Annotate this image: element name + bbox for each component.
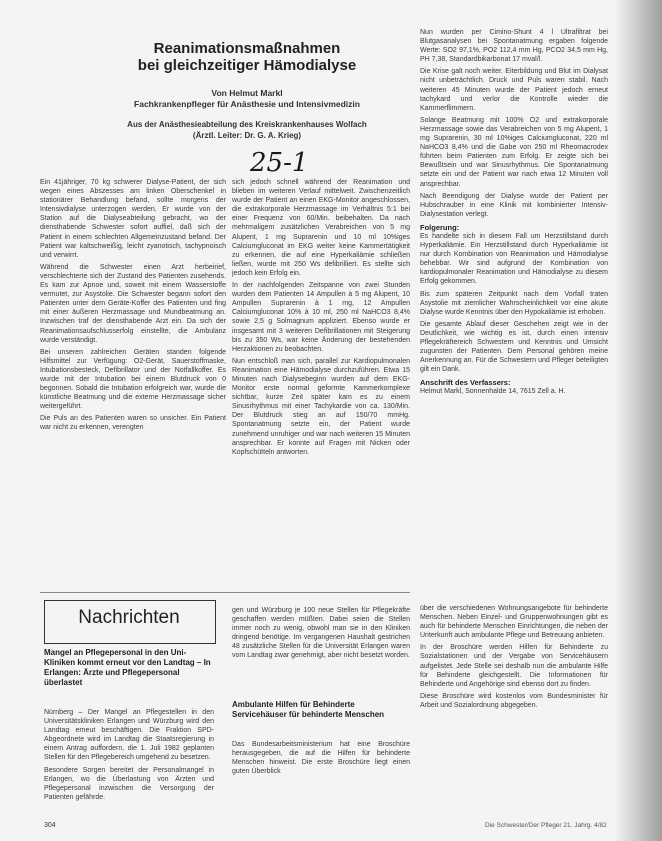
article-title-line2: bei gleichzeitiger Hämodialyse — [137, 57, 357, 74]
page-binding-shadow — [614, 0, 662, 841]
page-footer: Die Schwester/Der Pfleger 21. Jahrg. 4/82 — [485, 822, 607, 829]
paragraph: sich jedoch schnell während der Reanimation und blieben im weiteren Verlauf mittelweit. Zwischenzeitlich wurde der Patient an einen EKG-Monitor angeschlossen, die extrakorporale Herzmassage im Verhältnis 5:1 bei einer Frequenz von 60/Min. beibehalten. Da nach mehrmaligem zusätzlichen Verabreichen von 5 mg Alupent, 1 mg Suprarenin und 10 ml 10%iges Calciumgluconat im EKG weiter keine Kammertätigkeit zu erkennen, die auf eine Hyperkaliämie schließen ließen, wurde mit 250 Ws defibrilliert. Es stellte sich jedoch kein Erfolg ein. — [232, 179, 410, 277]
news-column-2 — [232, 606, 410, 696]
author-address: Helmut Markl, Sonnenhalde 14, 7615 Zell a. H. — [420, 388, 566, 396]
paragraph: Die Krise galt noch weiter. Eiterbildung und Blut im Dialysat nicht unbeträchtlich. Druck und Puls waren stabil. Nach weiteren 45 Minuten wurde der Patient jedoch erneut tachykard und verlor die Kontrolle wieder die Kammerflimmern. — [420, 68, 608, 112]
article-institution: Aus der Anästhesieabteilung des Kreiskrankenhauses Wolfach — [127, 120, 367, 129]
news-section-title: Nachrichten — [78, 607, 180, 628]
article-author-role: Fachkrankenpfleger für Anästhesie und Intensivmedizin — [134, 99, 360, 109]
paragraph: Diese Broschüre wird kostenlos vom Bundesminister für Arbeit und Sozialordnung abgegeben. — [420, 692, 608, 709]
paragraph: Nach Beendigung der Dialyse wurde der Patient per Hubschrauber in eine Klinik mit kombinierter Intensiv-Dialysestation verlegt. — [420, 192, 608, 218]
paragraph: Es handelte sich in diesem Fall um Herzstillstand durch Hyperkaliämie. Ein Herzstillstand durch Hyperkaliämie ist nur durch Kombination von Reanimation und Hämodialyse behebbar. Wir sind aufgrund der Kombination von kardiopulmonaler Reanimation und Hämodialyse zu diesem Erfolg gekommen. — [420, 232, 608, 286]
article-title-line1: Reanimationsmaßnahmen — [153, 40, 341, 57]
section-divider — [40, 592, 410, 593]
paragraph: Nun wurden per Cimino-Shunt 4 l Ultrafiltrat bei Blutgasanalysen bei Spontanatmung ergaben folgende Werte: SO2 97,1%, PO2 112,4 mm Hg, PCO2 34,5 mm Hg, PH 7,38, Standardbikarbonat 17 mval/l. — [420, 29, 608, 64]
paragraph: In der nachfolgenden Zeitspanne von zwei Stunden wurden dem Patienten 14 Ampullen à 5 mg Alupent, 10 Ampullen Suprarenin à 1 mg, 12 Ampullen Calciumgluconat 10% à 10 ml, 250 ml NaHCO3 8,4% sowie 2,5 g Solmagnum appliziert. Ebenso wurde er insgesamt mit 3 weiteren Defibrillationen mit Steigerung bis zu 350 Ws, war keine Änderung der bestehenden Herzaktionen zu beobachten. — [232, 282, 410, 353]
paragraph: Nürnberg – Der Mangel an Pflegestellen in den Universitätskliniken Erlangen und Würzburg wird den Landtag erneut beschäftigen. Die Fraktion SPD-Abgeordnete wird im Landtag die Staatsregierung in einem Antrag auffordern, die 1. Juli 1982 geplanten Stellen für den Pflegebereich umgehend zu besetzen. — [44, 709, 214, 762]
news-column-2b — [232, 740, 410, 820]
paragraph: über die verschiedenen Wohnungsangebote für behinderte Menschen. Neben Einzel- und Gruppenwohnungen gibt es auch für behinderte Menschen Einrichtungen, die neben der Unterkunft auch ambulante Pflege und Betreuung anbieten. — [420, 605, 608, 640]
article-column-3 — [420, 28, 608, 568]
article-institution-head: (Ärztl. Leiter: Dr. G. A. Krieg) — [192, 131, 302, 140]
handwritten-note: 25-1 — [250, 148, 309, 178]
news-headline-1: Mangel an Pflegepersonal in den Uni-Kliniken kommt erneut vor den Landtag – In Erlangen: Ärzte und Pflegepersonal überlastet — [44, 648, 211, 687]
paragraph: Während die Schwester einen Arzt herbeirief, verschlechterte sich der Zustand des Patienten zusehends. Es kam zur Apnoe und, soweit mit einem Wasserstoffe vermutet, zur Asystolie. Die Schwester begann sofort den Patienten unter dem Geräte-Koffer des Patienten und fing mit einer äußeren Herzmassage und Mundbeatmung an. Inzwischen traf der diensthabende Arzt ein. Da sich der Reanimationsaufschlusserfolg einstellte, die Ambulanz wurde verständigt. — [40, 263, 226, 344]
paragraph: Nun entschloß man sich, parallel zur Kardiopulmonalen Reanimation eine Hämodialyse durchzuführen. Etwa 15 Minuten nach Dialysebeginn wurden auf dem EKG-Monitor erste normal geformte Kammerkomplexe sichtbar, kurze Zeit später kam es zu einem Sinusrhythmus mit einer Tachykardie von ca. 130/Min. Der Blutdruck stieg an auf 150/70 mmHg. Spontanatmung setzte ein, der Patient wurde zunehmend unruhiger und war nach weiteren 15 Minuten ansprechbar. Er konnte auf Fragen mit Nicken oder Kopfschütteln antworten. — [232, 357, 410, 456]
article-column-1 — [40, 178, 226, 583]
paragraph: Ein 41jähriger, 70 kg schwerer Dialyse-Patient, der sich wegen eines Abszesses am linken Oberschenkel in stationärer Behandlung befand, sollte morgens der Intensivdialyse unterzogen werden. Er wurde von der Station auf die Dialyseabteilung gebracht, wo der diensthabende Schwester sofort auffiel, daß sich der Patient in einem schlechten Allgemeinzustand befand. Der Patient war kaltschweißig, leicht zyanotisch, tachypnoisch und verwirrt. — [40, 179, 226, 259]
paragraph: Bei unseren zahlreichen Geräten standen folgende Hilfsmittel zur Verfügung: O2-Gerät, Sauerstoffmaske, Intubationsbesteck, Defibrillator und der Notfallkoffer. Es wurde mit der Intubation bei einem Blutdruck von 0 begonnen. Sobald die Intubation erfolgreich war, wurde die künstliche Beatmung und die externe Herzmassage sicher weitergeführt. — [40, 348, 226, 411]
paragraph: Solange Beatmung mit 100% O2 und extrakorporale Herzmassage sowie das Verabreichen von 5 mg Alupent, 1 mg Suprarenin, 30 ml 10%iges Calciumgluconat, 220 ml NaHCO3 8,4% und die Gabe von 250 ml Rheomacrodex führten beim Patienten zum Erfolg. Er zeigte sich bei Bewußtsein und war Sinusrhythmus. Die Spontanatmung setzte ein und der Patient war nach etwa 12 Minuten voll ansprechbar. — [420, 116, 608, 188]
paragraph: gen und Würzburg je 100 neue Stellen für Pflegekräfte geschaffen werden müßten. Dabei seien die Stellen immer noch zu wenig, obwohl man sie in den Kliniken dringend benötige. Im vergangenen Haushalt gestrichen 48 zusätzliche Stellen für die Universität Erlangen waren vom Landtag zwar genehmigt, aber nicht besetzt worden. — [232, 607, 410, 660]
paragraph: Das Bundesarbeitsministerium hat eine Broschüre herausgegeben, die auf die Hilfen für behinderte Menschen hinweist. Die erste Broschüre liegt einen guten Überblick — [232, 741, 410, 776]
news-headline-2: Ambulante Hilfen für Behinderte Servicehäuser für behinderte Menschen — [232, 700, 385, 719]
paragraph: Besondere Sorgen bereitet der Personalmangel in Erlangen, wo die Überlastung von Ärzten und Pflegepersonal inzwischen die Versorgung der Patienten gefährde. — [44, 766, 214, 801]
article-column-2 — [232, 178, 410, 588]
news-column-1 — [44, 708, 214, 828]
page-number: 304 — [44, 822, 56, 829]
conclusion-heading: Folgerung: — [420, 222, 460, 232]
article-author: Von Helmut Markl — [211, 88, 283, 98]
paragraph: Bis zum späteren Zeitpunkt nach dem Vorfall traten Asystolie mit ziemlicher Wahrscheinlichkeit vor eine akute Dialyse wurde Kenntnis über den Hypokaliämie ist erhoben. — [420, 290, 608, 316]
paragraph: In der Broschüre werden Hilfen für Behinderte zu Sozialstationen und der Vergabe von Servicehäusern aufgelistet. Jede Stelle sei deshalb nun die ambulante Hilfe für Behinderte gleichgestellt. Die Informationen für Behinderte und Angehörige sind ebenso dort zu finden. — [420, 644, 608, 688]
paragraph: Die gesamte Ablauf dieser Geschehen zeigt wie in der Deutlichkeit, wie wichtig es ist, durch einen intensiv Pflegekräftereich Schwestern und Kenntnis und Umsicht zugunsten der Patienten. Dem Personal gehören meine Anerkennung an. Für die Schwestern und Pfleger beteiligten gilt ein Dank. — [420, 320, 608, 374]
author-address-heading: Anschrift des Verfassers: — [420, 378, 511, 388]
news-column-3 — [420, 604, 608, 824]
paragraph: Die Puls an des Patienten waren so unsicher. Ein Patient war nicht zu erkennen, verengten — [40, 415, 226, 432]
